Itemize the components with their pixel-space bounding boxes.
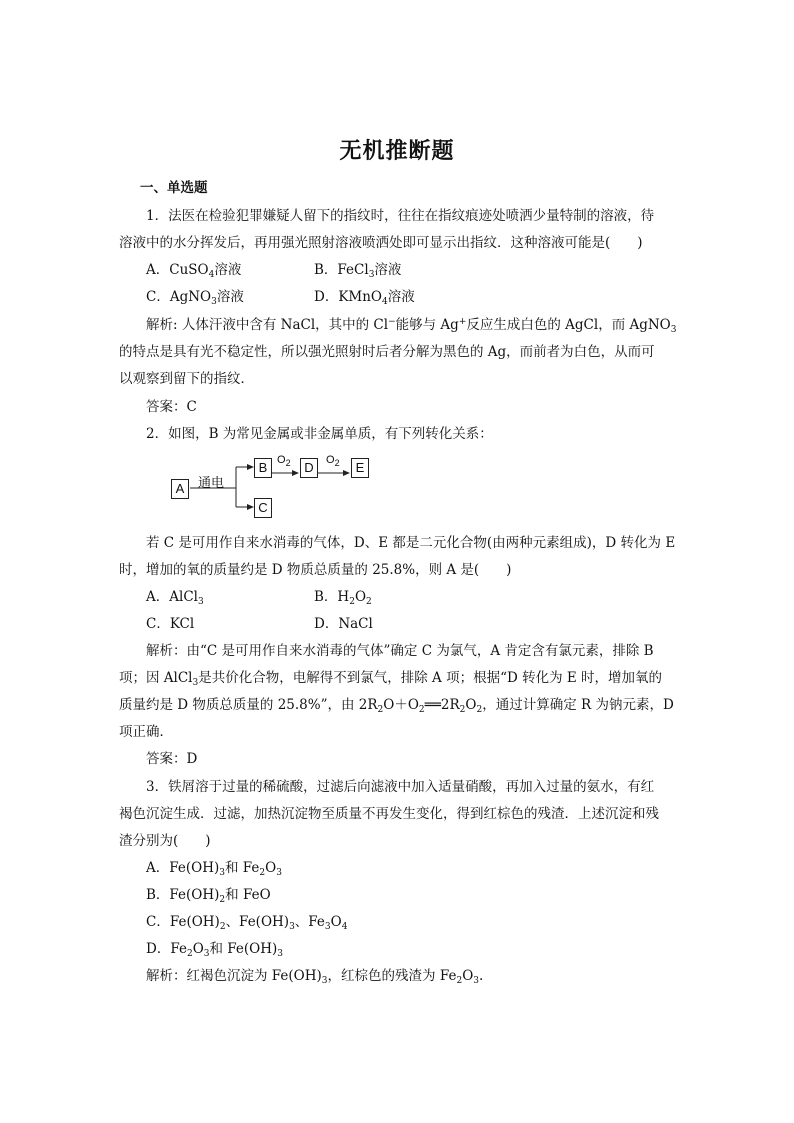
oxygen-label-1: $O_2$	[277, 454, 291, 468]
q2-stem-line2: 若 C 是可用作自来水消毒的气体，D、E 都是二元化合物(由两种元素组成)，D 转化为 E	[146, 535, 676, 551]
q2-explanation-line1: 解析：由“C 是可用作自来水消毒的气体”确定 C 为氯气，A 肯定含有氯元素，排除 B	[146, 643, 654, 659]
q3-option-a: A．$Fe(OH)_3$和 $Fe_2O_3$	[146, 860, 282, 878]
q3-stem-line2: 褐色沉淀生成．过滤，加热沉淀物至质量不再发生变化，得到红棕色的残渣．上述沉淀和残	[119, 806, 659, 822]
page-title: 无机推断题	[339, 138, 455, 164]
q3-option-b: B．$Fe(OH)_2$和 FeO	[146, 887, 271, 905]
q2-explanation-line4: 项正确．	[119, 724, 173, 740]
q1-answer: 答案：C	[146, 399, 197, 415]
q1-stem-line2: 溶液中的水分挥发后，再用强光照射溶液喷洒处即可显示出指纹．这种溶液可能是( )	[119, 235, 643, 251]
q1-explanation-line3: 以观察到留下的指纹．	[119, 371, 254, 387]
q3-explanation: 解析：红褐色沉淀为 $Fe(OH)_3$，红棕色的残渣为 $Fe_2O_3$.	[146, 968, 484, 986]
q1-option-b: B．FeCl$_3$溶液	[314, 262, 402, 280]
q2-explanation-line3: 质量约是 D 物质总质量的 25.8%”，由 $2R_2O+O_2══2R_2O_2$，通过计算确定 R 为钠元素，D	[119, 697, 674, 715]
node-b: B	[254, 458, 272, 478]
oxygen-label-2: $O_2$	[326, 454, 340, 468]
node-d: D	[300, 458, 318, 478]
node-e: E	[351, 458, 369, 478]
section-heading: 一、单选题	[140, 180, 208, 196]
q2-option-b: B．$H_2O_2$	[314, 589, 372, 607]
q2-answer: 答案：D	[146, 751, 198, 767]
electrolysis-label: 通电	[198, 476, 225, 491]
q1-explanation-line2: 的特点是具有光不稳定性，所以强光照射时后者分解为黑色的 Ag，而前者为白色，从而可	[119, 344, 655, 360]
node-a: A	[171, 479, 189, 499]
q2-option-d: D．NaCl	[314, 616, 373, 632]
q3-option-d: D．$Fe_2O_3$和 $Fe(OH)_3$	[146, 941, 284, 959]
q2-option-c: C．KCl	[146, 616, 195, 632]
node-c: C	[254, 498, 272, 518]
q1-option-c: C．AgNO$_3$溶液	[146, 289, 244, 307]
q1-option-a: A．CuSO$_4$溶液	[146, 262, 242, 280]
q2-option-a: A．AlCl$_3$	[146, 589, 204, 607]
q2-stem-line1: 2．如图，B 为常见金属或非金属单质，有下列转化关系：	[146, 426, 493, 442]
q1-option-d: D．KMnO$_4$溶液	[314, 289, 415, 307]
q1-stem-line1: 1．法医在检验犯罪嫌疑人留下的指纹时，往往在指纹痕迹处喷洒少量特制的溶液，待	[146, 208, 655, 224]
q1-explanation-line1: 解析: 人体汗液中含有 NaCl，其中的 Cl−能够与 Ag+反应生成白色的 AgCl，而 AgNO$_3$	[146, 317, 677, 335]
q3-stem-line3: 渣分别为( )	[119, 833, 211, 849]
q2-explanation-line2: 项；因 AlCl$_3$是共价化合物，电解得不到氯气，排除 A 项；根据“D 转化为 E 时，增加氧的	[119, 670, 663, 688]
q2-stem-line3: 时，增加的氧的质量约是 D 物质总质量的 25.8%，则 A 是( )	[119, 562, 512, 578]
q3-option-c: C．$Fe(OH)_2$、$Fe(OH)_3$、$Fe_3O_4$	[146, 914, 348, 932]
q3-stem-line1: 3．铁屑溶于过量的稀硫酸，过滤后向滤液中加入适量硝酸，再加入过量的氨水，有红	[146, 779, 655, 795]
conversion-diagram	[168, 455, 378, 521]
